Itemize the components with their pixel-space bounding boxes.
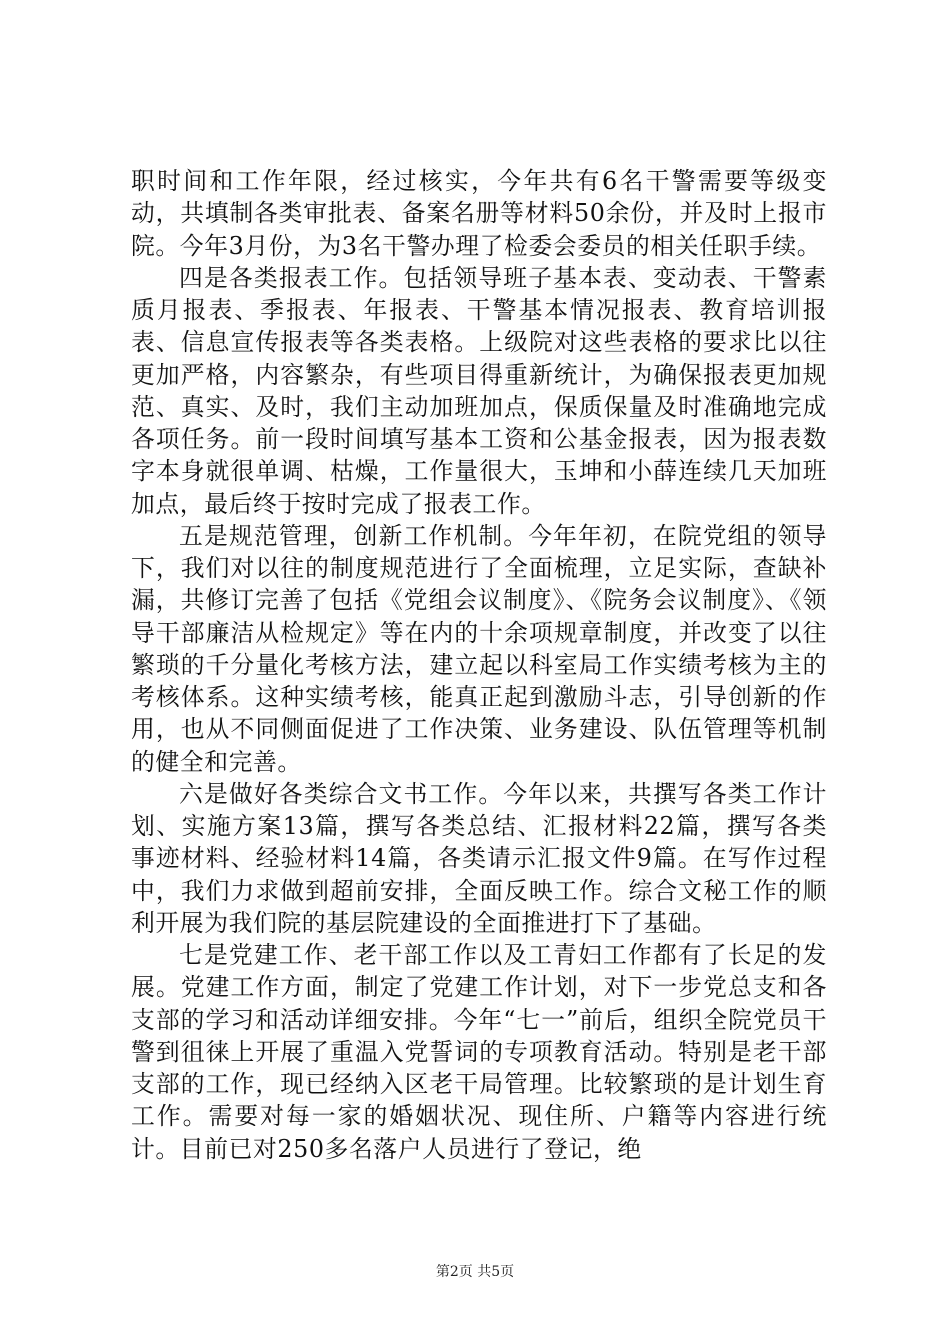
- page-footer: 第2页 共5页: [435, 1264, 515, 1280]
- paragraph-party-building: 七是党建工作、老干部工作以及工青妇工作都有了长足的发展。党建工作方面，制定了党建工作计划，对下一步党总支和各支部的学习和活动详细安排。今年“七一”前后，组织全院党员干警到徂徕上开展了重温入党誓词的专项教育活动。特别是老干部支部的工作，现已经纳入区老干局管理。比较繁琐的是计划生育工作。需要对每一家的婚姻状况、现住所、户籍等内容进行统计。目前已对250多名落户人员进行了登记，绝: [131, 941, 827, 1163]
- paragraph-continuation: 职时间和工作年限，经过核实，今年共有6名干警需要等级变动，共填制各类审批表、备案名册等材料50余份，并及时上报市院。今年3月份，为3名干警办理了检委会委员的相关任职手续。: [131, 167, 827, 260]
- paragraph-reports: 四是各类报表工作。包括领导班子基本表、变动表、干警素质月报表、季报表、年报表、干警基本情况报表、教育培训报表、信息宣传报表等各类表格。上级院对这些表格的要求比以往更加严格，内容繁杂，有些项目得重新统计，为确保报表更加规范、真实、及时，我们主动加班加点，保质保量及时准确地完成各项任务。前一段时间填写基本工资和公基金报表，因为报表数字本身就很单调、枯燥，工作量很大，玉坤和小薛连续几天加班加点，最后终于按时完成了报表工作。: [131, 263, 827, 518]
- paragraph-management: 五是规范管理，创新工作机制。今年年初，在院党组的领导下，我们对以往的制度规范进行了全面梳理，立足实际，查缺补漏，共修订完善了包括《党组会议制度》、《院务会议制度》、《领导干部廉洁从检规定》等在内的十余项规章制度，并改变了以往繁琐的千分量化考核方法，建立起以科室局工作实绩考核为主的考核体系。这种实绩考核，能真正起到激励斗志，引导创新的作用，也从不同侧面促进了工作决策、业务建设、队伍管理等机制的健全和完善。: [131, 521, 827, 776]
- document-body: [131, 165, 827, 1165]
- paragraph-documents: 六是做好各类综合文书工作。今年以来，共撰写各类工作计划、实施方案13篇，撰写各类总结、汇报材料22篇，撰写各类事迹材料、经验材料14篇，各类请示汇报文件9篇。在写作过程中，我们力求做到超前安排，全面反映工作。综合文秘工作的顺利开展为我们院的基层院建设的全面推进打下了基础。: [131, 779, 827, 937]
